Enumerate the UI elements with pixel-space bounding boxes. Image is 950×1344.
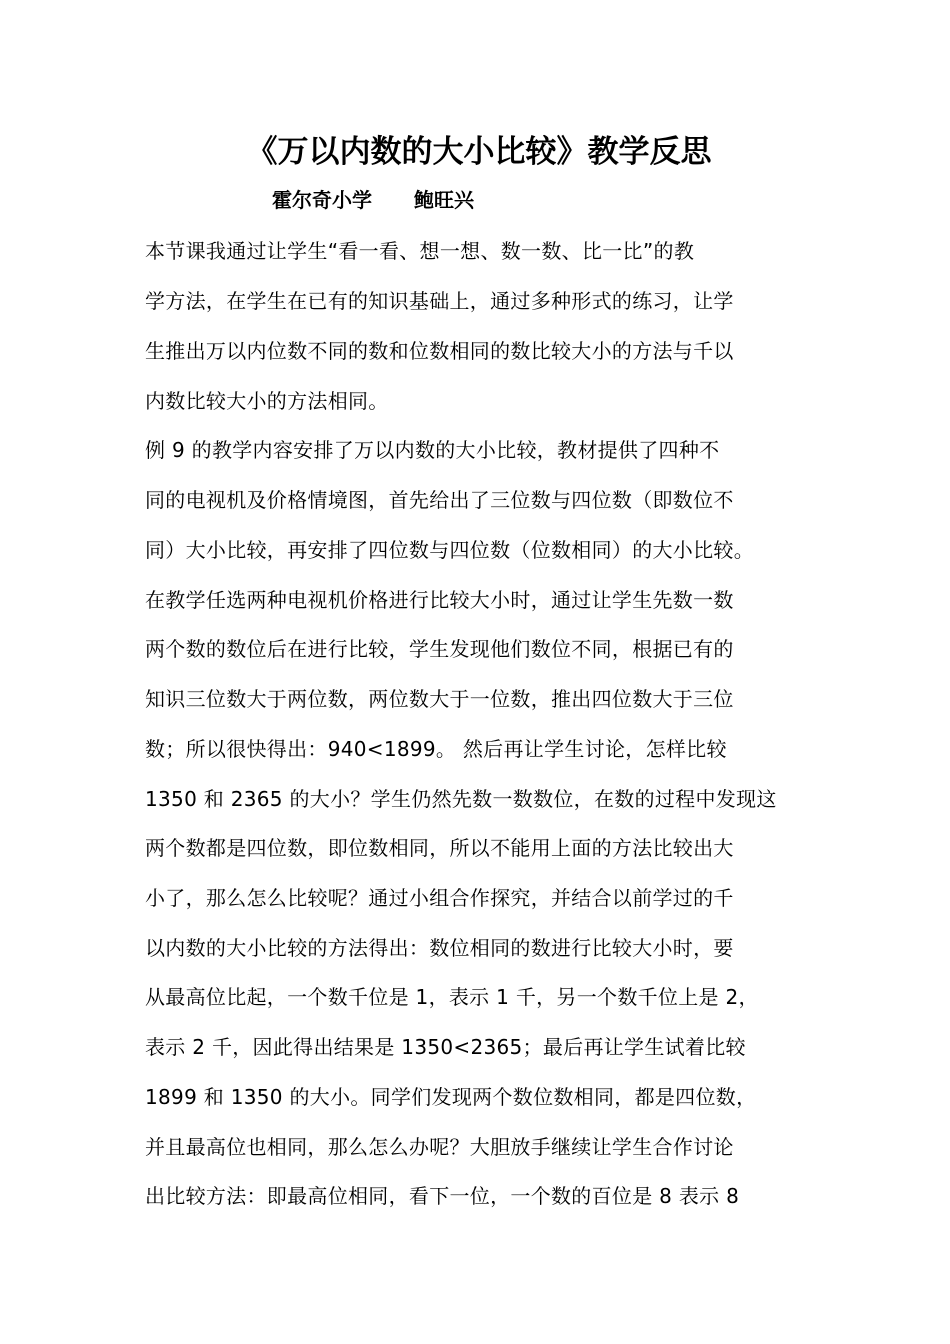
text-line: 以内数的大小比较的方法得出：数位相同的数进行比较大小时，要 [145,936,734,960]
text-line: 从最高位比起，一个数千位是 1，表示 1 千，另一个数千位上是 2， [145,985,759,1009]
text-line: 例 9 的教学内容安排了万以内数的大小比较，教材提供了四种不 [145,438,720,462]
text-line: 两个数的数位后在进行比较，学生发现他们数位不同，根据已有的 [145,637,734,661]
text-line: 数；所以很快得出：940<1899。 然后再让学生讨论，怎样比较 [145,737,727,761]
text-line: 同的电视机及价格情境图，首先给出了三位数与四位数（即数位不 [145,488,734,512]
text-line: 同）大小比较，再安排了四位数与四位数（位数相同）的大小比较。 [145,538,754,562]
text-line: 小了，那么怎么比较呢？通过小组合作探究，并结合以前学过的千 [145,886,734,910]
author-name: 鲍旺兴 [414,188,474,212]
document-title: 《万以内数的大小比较》教学反思 [246,134,712,170]
text-line: 1899 和 1350 的大小。同学们发现两个数位数相同，都是四位数， [145,1085,757,1109]
text-line: 1350 和 2365 的大小？学生仍然先数一数数位，在数的过程中发现这 [145,787,777,811]
text-line: 本节课我通过让学生“看一看、想一想、数一数、比一比”的教 [145,239,695,263]
text-line: 出比较方法：即最高位相同，看下一位，一个数的百位是 8 表示 8 [145,1184,740,1208]
text-line: 学方法，在学生在已有的知识基础上，通过多种形式的练习，让学 [145,289,734,313]
author-line [272,185,474,215]
text-line: 在教学任选两种电视机价格进行比较大小时，通过让学生先数一数 [145,588,734,612]
text-line: 知识三位数大于两位数，两位数大于一位数，推出四位数大于三位 [145,687,734,711]
text-line: 生推出万以内位数不同的数和位数相同的数比较大小的方法与千以 [145,339,734,363]
text-line: 表示 2 千，因此得出结果是 1350<2365；最后再让学生试着比较 [145,1035,746,1059]
text-line: 两个数都是四位数，即位数相同，所以不能用上面的方法比较出大 [145,836,734,860]
text-line: 并且最高位也相同，那么怎么办呢？大胆放手继续让学生合作讨论 [145,1135,734,1159]
school-name: 霍尔奇小学 [272,188,372,212]
text-line: 内数比较大小的方法相同。 [145,389,389,413]
